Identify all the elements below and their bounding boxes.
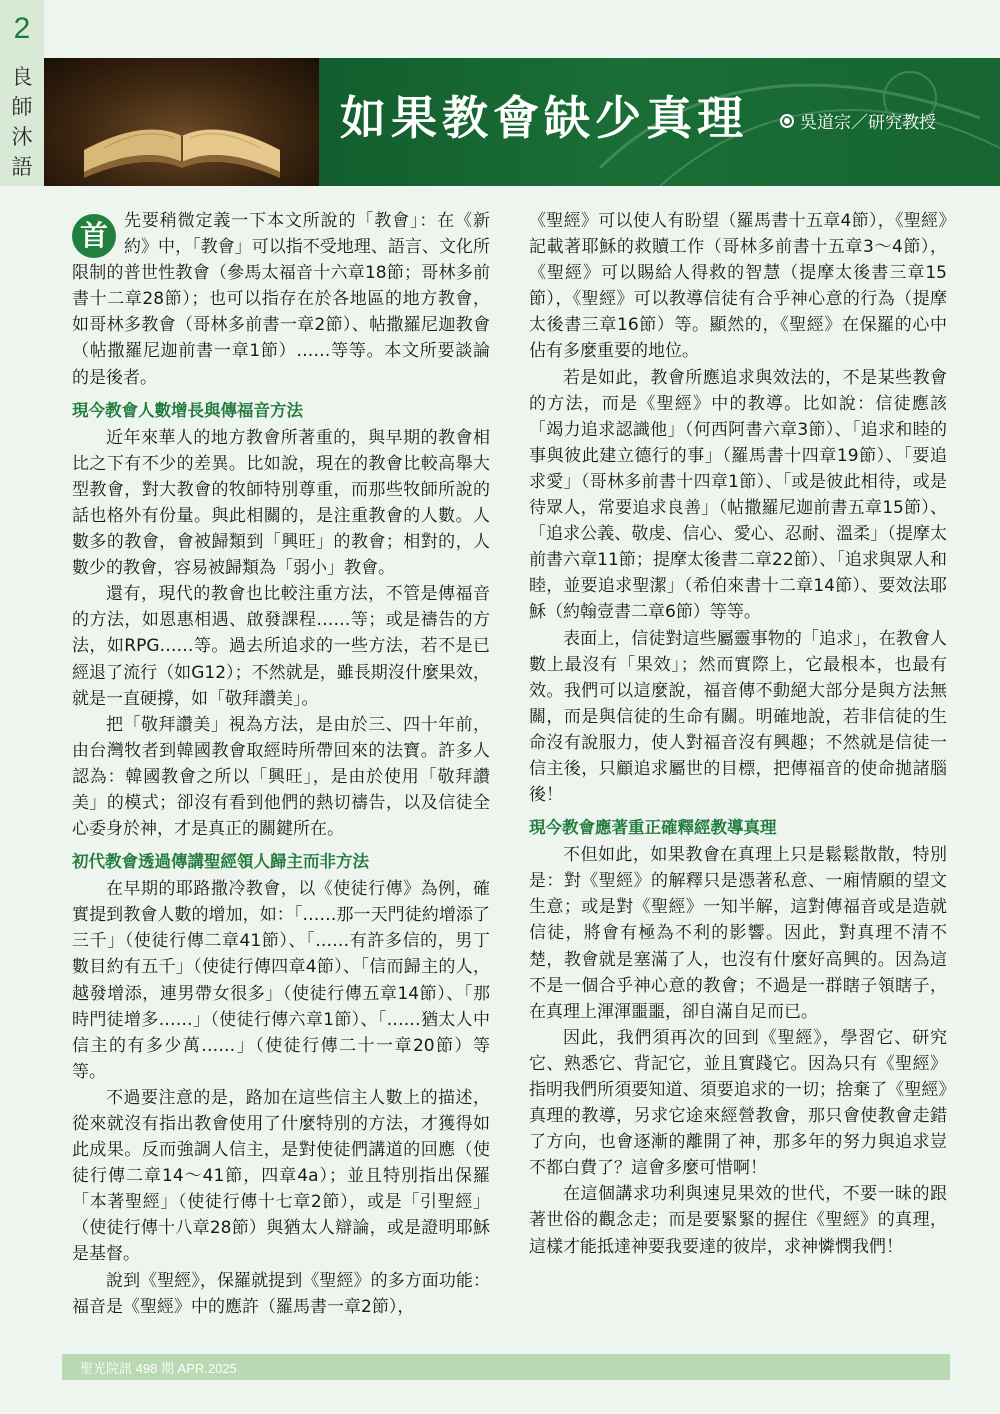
paragraph: 還有，現代的教會也比較注重方法，不管是傳福音的方法，如恩惠相遇、啟發課程……等；或是禱告的方法，如RPG……等。過去所追求的一些方法，若不是已經退了流行（如G12）；不然就是，雖長期沒什麼果效，就是一直硬撐，如「敬拜讚美」。 — [72, 584, 490, 709]
article-author — [780, 108, 936, 133]
footer-issue-info: 聖光院訊 498 期 APR.2025 — [62, 1354, 950, 1380]
paragraph: 說到《聖經》，保羅就提到《聖經》的多方面功能：福音是《聖經》中的應許（羅馬書一章2節）， — [72, 1270, 490, 1317]
section-heading: 初代教會透過傳講聖經領人歸主而非方法 — [72, 852, 369, 872]
section-label-char: 語 — [11, 155, 33, 179]
article-title: 如果教會缺少真理 — [340, 91, 748, 145]
open-book-image — [44, 58, 319, 186]
paragraph: 在早期的耶路撒冷教會，以《使徒行傳》為例，確實提到教會人數的增加，如：「……那一天門徒約增添了三千」（使徒行傳二章41節）、「……有許多信的，男丁數目約有五千」（使徒行傳四章4節）、「信而歸主的人，越發增添，連男帶女很多」（使徒行傳五章14節）、「那時門徒增多……」（使徒行傳六章1節）、「……猶太人中信主的有多少萬……」（使徒行傳二十一章20節）等等。 — [72, 879, 490, 1082]
section-label-char: 良 — [11, 65, 33, 89]
right-column — [529, 208, 947, 1260]
section-label-char: 沐 — [11, 125, 33, 149]
left-column — [72, 208, 490, 1320]
section-label — [0, 58, 44, 186]
section-heading: 現今教會應著重正確釋經教導真理 — [529, 818, 777, 838]
paragraph: 近年來華人的地方教會所著重的，與早期的教會相比之下有不少的差異。比如說，現在的教會比較高舉大型教會，對大教會的牧師特別尊重，而那些牧師所說的話也格外有份量。與此相關的，是注重教會的人數。人數多的教會，會被歸類到「興旺」的教會；相對的，人數少的教會，容易被歸類為「弱小」教會。 — [72, 427, 490, 579]
section-label-char: 師 — [11, 95, 33, 119]
paragraph: 不但如此，如果教會在真理上只是鬆鬆散散，特別是：對《聖經》的解釋只是憑著私意、一廂情願的望文生意；或是對《聖經》一知半解，這對傳福音或是造就信徒，將會有極為不利的影響。因此，對真理不清不楚，教會就是塞滿了人，也沒有什麼好高興的。因為這不是一個合乎神心意的教會；不過是一群瞎子領瞎子，在真理上渾渾噩噩，卻自滿自足而已。 — [529, 845, 947, 1022]
paragraph: 表面上，信徒對這些屬靈事物的「追求」，在教會人數上最沒有「果效」；然而實際上，它最根本，也最有效。我們可以這麼說，福音傳不動絕大部分是與方法無關，而是與信徒的生命有關。明確地說，若非信徒的生命沒有說服力，使人對福音沒有興趣；不然就是信徒一信主後，只顧追求屬世的目標，把傳福音的使命拋諸腦後！ — [529, 628, 947, 806]
page-number: 2 — [0, 0, 44, 58]
author-name: 吳道宗／研究教授 — [800, 113, 936, 133]
open-book-icon — [44, 58, 319, 186]
intro-paragraph: 先要稍微定義一下本文所說的「教會」：在《新約》中，「教會」可以指不受地理、語言、文化所限制的普世性教會（參馬太福音十六章18節；哥林多前書十二章28節）；也可以指存在於各地區的地方教會，如哥林多教會（哥林多前書一章2節）、帖撒羅尼迦教會（帖撒羅尼迦前書一章1節）……等等。本文所要談論的是後者。 — [72, 211, 490, 388]
paragraph: 《聖經》可以使人有盼望（羅馬書十五章4節），《聖經》記載著耶穌的救贖工作（哥林多前書十五章3～4節），《聖經》可以賜給人得救的智慧（提摩太後書三章15節），《聖經》可以教導信徒有合乎神心意的行為（提摩太後書三章16節）等。顯然的，《聖經》在保羅的心中佔有多麼重要的地位。 — [529, 211, 947, 362]
section-heading: 現今教會人數增長與傳福音方法 — [72, 400, 303, 420]
paragraph: 因此，我們須再次的回到《聖經》，學習它、研究它、熟悉它、背記它，並且實踐它。因為只有《聖經》指明我們所須要知道、須要追求的一切；捨棄了《聖經》真理的教導，另求它途來經營教會，那只會使教會走錯了方向，也會逐漸的離開了神，那多年的努力與追求豈不都白費了？這會多麼可惜啊！ — [529, 1027, 947, 1179]
paragraph: 不過要注意的是，路加在這些信主人數上的描述，從來就沒有指出教會使用了什麼特別的方法，才獲得如此成果。反而強調人信主，是對使徒們講道的回應（使徒行傳二章14～41節，四章4a）；並且特別指出保羅「本著聖經」（使徒行傳十七章2節），或是「引聖經」（使徒行傳十八章28節）與猶太人辯論，或是證明耶穌是基督。 — [72, 1087, 490, 1265]
paragraph: 在這個講求功利與速見果效的世代，不要一昧的跟著世俗的觀念走；而是要緊緊的握住《聖經》的真理，這樣才能抵達神要我要達的彼岸，求神憐憫我們！ — [529, 1184, 947, 1257]
bullet-icon — [780, 114, 794, 128]
paragraph: 若是如此，教會所應追求與效法的，不是某些教會的方法，而是《聖經》中的教導。比如說：信徒應該「竭力追求認識他」（何西阿書六章3節）、「追求和睦的事與彼此建立德行的事」（羅馬書十四章19節）、「要追求愛」（哥林多前書十四章1節）、「或是彼此相待，或是待眾人，常要追求良善」（帖撒羅尼迦前書五章15節）、「追求公義、敬虔、信心、愛心、忍耐、溫柔」（提摩太前書六章11節；提摩太後書二章22節）、「追求與眾人和睦，並要追求聖潔」（希伯來書十二章14節）、要效法耶穌（約翰壹書二章6節）等等。 — [529, 367, 947, 623]
paragraph: 把「敬拜讚美」視為方法，是由於三、四十年前，由台灣牧者到韓國教會取經時所帶回來的法寶。許多人認為：韓國教會之所以「興旺」，是由於使用「敬拜讚美」的模式；卻沒有看到他們的熱切禱告，以及信徒全心委身於神，才是真正的關鍵所在。 — [72, 714, 490, 840]
dropcap: 首 — [72, 214, 116, 258]
title-banner — [44, 58, 1000, 186]
